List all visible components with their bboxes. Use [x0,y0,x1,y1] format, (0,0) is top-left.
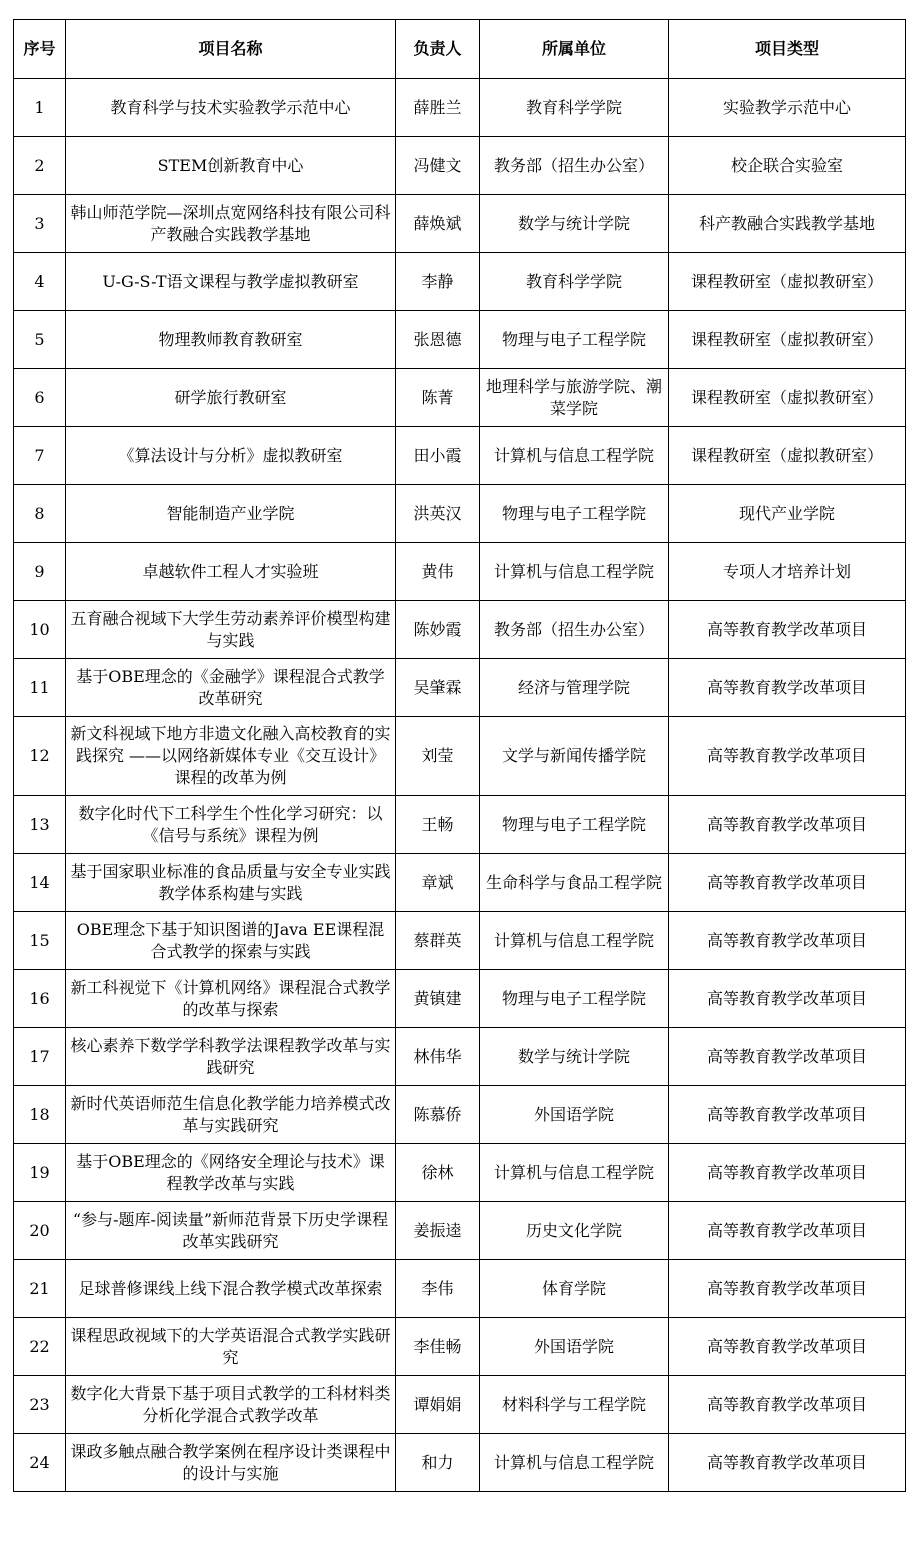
cell-project-name: 基于OBE理念的《网络安全理论与技术》课程教学改革与实践 [66,1144,396,1202]
cell-project-type: 高等教育教学改革项目 [669,1434,906,1492]
header-name: 项目名称 [66,20,396,79]
cell-project-name: “参与-题库-阅读量”新师范背景下历史学课程改革实践研究 [66,1202,396,1260]
cell-leader: 陈菁 [396,369,480,427]
cell-index: 20 [14,1202,66,1260]
cell-leader: 林伟华 [396,1028,480,1086]
cell-unit: 计算机与信息工程学院 [480,427,669,485]
cell-index: 1 [14,79,66,137]
table-row [14,543,906,601]
cell-leader: 吴肇霖 [396,659,480,717]
cell-leader: 陈慕侨 [396,1086,480,1144]
cell-unit: 计算机与信息工程学院 [480,1144,669,1202]
cell-index: 3 [14,195,66,253]
cell-project-name: 基于OBE理念的《金融学》课程混合式教学改革研究 [66,659,396,717]
cell-unit: 经济与管理学院 [480,659,669,717]
cell-project-type: 实验教学示范中心 [669,79,906,137]
cell-unit: 物理与电子工程学院 [480,970,669,1028]
cell-project-type: 高等教育教学改革项目 [669,1028,906,1086]
cell-index: 9 [14,543,66,601]
cell-project-type: 高等教育教学改革项目 [669,601,906,659]
cell-leader: 姜振逵 [396,1202,480,1260]
cell-leader: 李静 [396,253,480,311]
cell-unit: 计算机与信息工程学院 [480,543,669,601]
cell-leader: 黄伟 [396,543,480,601]
header-type: 项目类型 [669,20,906,79]
cell-index: 7 [14,427,66,485]
table-body [14,79,906,1492]
cell-project-type: 高等教育教学改革项目 [669,717,906,796]
cell-index: 23 [14,1376,66,1434]
cell-project-type: 科产教融合实践教学基地 [669,195,906,253]
cell-leader: 李佳畅 [396,1318,480,1376]
cell-index: 5 [14,311,66,369]
cell-unit: 材料科学与工程学院 [480,1376,669,1434]
table-row [14,1144,906,1202]
cell-project-name: 卓越软件工程人才实验班 [66,543,396,601]
cell-index: 22 [14,1318,66,1376]
cell-project-name: OBE理念下基于知识图谱的Java EE课程混合式教学的探索与实践 [66,912,396,970]
cell-leader: 章斌 [396,854,480,912]
cell-unit: 外国语学院 [480,1318,669,1376]
cell-project-type: 高等教育教学改革项目 [669,854,906,912]
cell-index: 13 [14,796,66,854]
table-row [14,1028,906,1086]
cell-unit: 体育学院 [480,1260,669,1318]
table-row [14,717,906,796]
cell-unit: 教育科学学院 [480,253,669,311]
cell-index: 11 [14,659,66,717]
cell-index: 21 [14,1260,66,1318]
cell-project-type: 高等教育教学改革项目 [669,659,906,717]
cell-unit: 计算机与信息工程学院 [480,1434,669,1492]
cell-unit: 外国语学院 [480,1086,669,1144]
cell-unit: 数学与统计学院 [480,195,669,253]
header-leader: 负责人 [396,20,480,79]
cell-project-type: 专项人才培养计划 [669,543,906,601]
cell-leader: 陈妙霞 [396,601,480,659]
cell-project-type: 高等教育教学改革项目 [669,796,906,854]
cell-project-name: 教育科学与技术实验教学示范中心 [66,79,396,137]
cell-leader: 张恩德 [396,311,480,369]
table-row [14,137,906,195]
cell-project-name: 基于国家职业标准的食品质量与安全专业实践教学体系构建与实践 [66,854,396,912]
cell-leader: 薛焕斌 [396,195,480,253]
cell-project-name: 数字化大背景下基于项目式教学的工科材料类分析化学混合式教学改革 [66,1376,396,1434]
cell-project-type: 课程教研室（虚拟教研室） [669,369,906,427]
cell-project-name: 新工科视觉下《计算机网络》课程混合式教学的改革与探索 [66,970,396,1028]
cell-index: 17 [14,1028,66,1086]
cell-leader: 蔡群英 [396,912,480,970]
cell-index: 12 [14,717,66,796]
table-row [14,854,906,912]
cell-unit: 教育科学学院 [480,79,669,137]
cell-project-name: 物理教师教育教研室 [66,311,396,369]
cell-project-type: 高等教育教学改革项目 [669,1318,906,1376]
cell-leader: 李伟 [396,1260,480,1318]
table-row [14,659,906,717]
header-unit: 所属单位 [480,20,669,79]
cell-project-name: 《算法设计与分析》虚拟教研室 [66,427,396,485]
cell-leader: 田小霞 [396,427,480,485]
table-row [14,427,906,485]
cell-project-name: 课程思政视域下的大学英语混合式教学实践研究 [66,1318,396,1376]
table-row [14,1434,906,1492]
cell-leader: 徐林 [396,1144,480,1202]
cell-unit: 物理与电子工程学院 [480,796,669,854]
cell-index: 8 [14,485,66,543]
cell-project-type: 课程教研室（虚拟教研室） [669,311,906,369]
cell-project-name: 五育融合视域下大学生劳动素养评价模型构建与实践 [66,601,396,659]
cell-project-type: 高等教育教学改革项目 [669,1260,906,1318]
header-row [14,20,906,79]
cell-project-name: STEM创新教育中心 [66,137,396,195]
table-row [14,253,906,311]
cell-index: 2 [14,137,66,195]
cell-unit: 数学与统计学院 [480,1028,669,1086]
cell-unit: 计算机与信息工程学院 [480,912,669,970]
cell-unit: 历史文化学院 [480,1202,669,1260]
cell-project-type: 高等教育教学改革项目 [669,912,906,970]
cell-leader: 刘莹 [396,717,480,796]
cell-unit: 教务部（招生办公室） [480,137,669,195]
table-row [14,195,906,253]
cell-unit: 地理科学与旅游学院、潮菜学院 [480,369,669,427]
cell-project-type: 高等教育教学改革项目 [669,1086,906,1144]
cell-index: 15 [14,912,66,970]
cell-project-name: 智能制造产业学院 [66,485,396,543]
cell-unit: 物理与电子工程学院 [480,485,669,543]
cell-project-type: 高等教育教学改革项目 [669,1376,906,1434]
cell-index: 18 [14,1086,66,1144]
cell-index: 6 [14,369,66,427]
cell-project-type: 现代产业学院 [669,485,906,543]
cell-project-type: 高等教育教学改革项目 [669,1202,906,1260]
cell-leader: 薛胜兰 [396,79,480,137]
cell-index: 19 [14,1144,66,1202]
cell-project-name: 足球普修课线上线下混合教学模式改革探索 [66,1260,396,1318]
cell-project-name: U-G-S-T语文课程与教学虚拟教研室 [66,253,396,311]
table-row [14,1202,906,1260]
table-row [14,1376,906,1434]
table-row [14,79,906,137]
cell-leader: 谭娟娟 [396,1376,480,1434]
cell-unit: 文学与新闻传播学院 [480,717,669,796]
table-row [14,311,906,369]
cell-index: 4 [14,253,66,311]
cell-project-type: 高等教育教学改革项目 [669,1144,906,1202]
cell-project-type: 校企联合实验室 [669,137,906,195]
cell-project-name: 课政多触点融合教学案例在程序设计类课程中的设计与实施 [66,1434,396,1492]
table-row [14,1260,906,1318]
table-row [14,912,906,970]
table-row [14,1318,906,1376]
cell-unit: 教务部（招生办公室） [480,601,669,659]
cell-index: 10 [14,601,66,659]
table-row [14,369,906,427]
project-table [13,19,906,1492]
table-row [14,485,906,543]
cell-project-name: 研学旅行教研室 [66,369,396,427]
cell-project-type: 课程教研室（虚拟教研室） [669,427,906,485]
cell-unit: 物理与电子工程学院 [480,311,669,369]
cell-leader: 王畅 [396,796,480,854]
cell-project-type: 课程教研室（虚拟教研室） [669,253,906,311]
table-row [14,601,906,659]
cell-leader: 和力 [396,1434,480,1492]
cell-project-name: 韩山师范学院—深圳点宽网络科技有限公司科产教融合实践教学基地 [66,195,396,253]
cell-project-type: 高等教育教学改革项目 [669,970,906,1028]
cell-unit: 生命科学与食品工程学院 [480,854,669,912]
cell-project-name: 数字化时代下工科学生个性化学习研究：以《信号与系统》课程为例 [66,796,396,854]
cell-project-name: 核心素养下数学学科教学法课程教学改革与实践研究 [66,1028,396,1086]
cell-leader: 洪英汉 [396,485,480,543]
table-row [14,970,906,1028]
cell-index: 24 [14,1434,66,1492]
header-index: 序号 [14,20,66,79]
cell-index: 14 [14,854,66,912]
table-header [14,20,906,79]
cell-project-name: 新文科视域下地方非遗文化融入高校教育的实践探究 ——以网络新媒体专业《交互设计》课程的改革为例 [66,717,396,796]
table-row [14,1086,906,1144]
cell-index: 16 [14,970,66,1028]
cell-project-name: 新时代英语师范生信息化教学能力培养模式改革与实践研究 [66,1086,396,1144]
cell-leader: 黄镇建 [396,970,480,1028]
cell-leader: 冯健文 [396,137,480,195]
table-row [14,796,906,854]
